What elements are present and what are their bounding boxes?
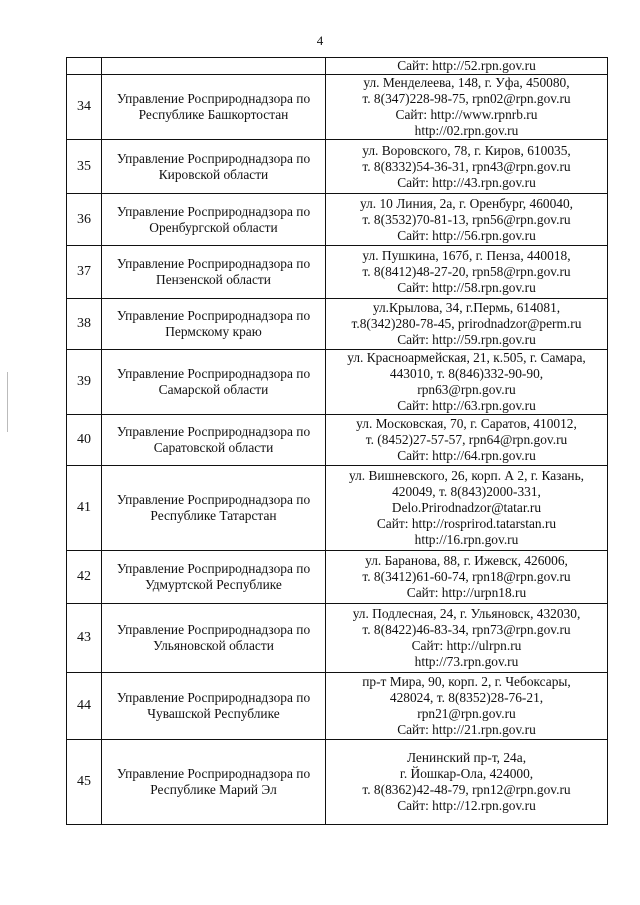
table-row [67,604,608,673]
row-number-cell: 41 [67,466,102,551]
contact-line: 428024, т. 8(8352)28-76-21, [389,690,544,705]
office-contacts-cell [326,75,608,140]
contact-line: ул. Менделеева, 148, г. Уфа, 450080, [363,75,570,90]
row-number-cell: 43 [67,604,102,673]
office-name-cell [102,350,326,415]
row-number-cell: 37 [67,246,102,299]
table-row-continued [67,58,608,75]
office-name-line: Самарской области [158,382,269,397]
office-contacts-cell [326,673,608,740]
office-name-line: Республике Башкортостан [138,107,289,122]
table-row [67,466,608,551]
contact-line: Сайт: http://56.rpn.gov.ru [397,227,536,243]
contact-line: т.8(342)280-78-45, prirodnadzor@perm.ru [351,316,582,331]
contact-line: Сайт: http://21.rpn.gov.ru [397,722,536,737]
contact-line: Сайт: http://58.rpn.gov.ru [397,280,536,295]
office-contacts-cell [326,551,608,604]
office-name-line: Управление Росприроднадзора по [116,91,311,106]
contact-line: Сайт: http://64.rpn.gov.ru [397,448,536,463]
office-contacts-cell [326,194,608,246]
contact-line: ул. Пушкина, 167б, г. Пенза, 440018, [362,248,571,263]
contact-line: т. (8452)27-57-57, rpn64@rpn.gov.ru [365,432,568,447]
office-name-cell [102,246,326,299]
page-number: 4 [316,33,324,48]
office-contacts-cell [326,140,608,194]
office-name-cell [102,604,326,673]
contact-line: г. Йошкар-Ола, 424000, [399,766,534,781]
office-contacts-cell [326,604,608,673]
office-name-cell [102,551,326,604]
office-name-line: Кировской области [158,166,269,182]
office-contacts-cell [326,299,608,350]
row-number-cell: 42 [67,551,102,604]
row-number-cell: 35 [67,140,102,194]
office-name-cell [102,140,326,194]
contact-line: ул. Подлесная, 24, г. Ульяновск, 432030, [352,606,581,621]
office-name-line: Управление Росприроднадзора по [116,690,311,705]
contact-line: Сайт: http://www.rpnrb.ru [395,107,538,122]
contact-line: т. 8(3532)70-81-13, rpn56@rpn.gov.ru [362,211,571,227]
office-name-line: Удмуртской Республике [145,577,282,592]
office-contacts-cell [326,415,608,466]
contact-line: http://02.rpn.gov.ru [414,123,519,138]
table-row [67,299,608,350]
row-number-cell: 44 [67,673,102,740]
office-name-cell [102,415,326,466]
contact-line: т. 8(8412)48-27-20, rpn58@rpn.gov.ru [362,264,571,279]
contact-line: 443010, т. 8(846)332-90-90, [389,366,544,381]
office-name-line: Управление Росприроднадзора по [116,150,311,166]
contact-line: Ленинский пр-т, 24а, [406,750,527,765]
row-number-cell: 34 [67,75,102,140]
office-name-line: Пермскому краю [165,324,262,339]
contact-line: т. 8(8332)54-36-31, rpn43@rpn.gov.ru [362,158,571,174]
office-name-line: Управление Росприроднадзора по [116,622,311,637]
contact-line: т. 8(8362)42-48-79, rpn12@rpn.gov.ru [362,782,571,797]
contact-line: Сайт: http://ulrpn.ru [411,638,522,653]
office-name-cell [102,466,326,551]
office-name-cell [102,740,326,825]
table-row [67,415,608,466]
contact-line: rpn21@rpn.gov.ru [417,706,516,721]
contact-line: ул. 10 Линия, 2а, г. Оренбург, 460040, [359,195,574,211]
office-name-cell [102,299,326,350]
table-row [67,246,608,299]
office-name-cell [102,194,326,246]
office-name-cell [102,673,326,740]
contact-line: Сайт: http://52.rpn.gov.ru [397,58,536,73]
office-name-line: Чувашской Республике [147,706,280,721]
contact-line: ул. Баранова, 88, г. Ижевск, 426006, [365,553,568,568]
offices-table-body [67,58,608,825]
contact-line: Сайт: http://43.rpn.gov.ru [397,174,536,190]
office-name-line: Саратовской области [153,440,274,455]
contact-line: 420049, т. 8(843)2000-331, [392,484,541,499]
contact-line: Сайт: http://59.rpn.gov.ru [397,332,536,347]
contact-line: пр-т Мира, 90, корп. 2, г. Чебоксары, [362,674,571,689]
office-name-line: Управление Росприроднадзора по [116,561,311,576]
office-contacts-cell [326,246,608,299]
row-number-cell: 36 [67,194,102,246]
office-name-line: Пензенской области [156,272,271,287]
contact-line: ул.Крылова, 34, г.Пермь, 614081, [372,300,561,315]
office-name-line: Ульяновской области [153,638,274,653]
office-name-line: Республике Татарстан [150,508,277,523]
office-name-line: Управление Росприроднадзора по [116,424,311,439]
contact-line: т. 8(3412)61-60-74, rpn18@rpn.gov.ru [362,569,571,584]
table-row [67,740,608,825]
office-name-line: Республике Марий Эл [150,782,277,797]
contact-line: т. 8(8422)46-83-34, rpn73@rpn.gov.ru [362,622,571,637]
row-number-cell: 38 [67,299,102,350]
office-name-line: Управление Росприроднадзора по [116,203,311,219]
row-number-cell [67,58,102,75]
contact-line: Сайт: http://rosprirod.tatarstan.ru [376,516,557,531]
contact-line: http://16.rpn.gov.ru [414,532,519,547]
office-name-cell [102,75,326,140]
scan-margin-mark [7,372,8,432]
contact-line: Сайт: http://urpn18.ru [406,585,527,600]
table-row [67,140,608,194]
table-row [67,551,608,604]
contact-line: Сайт: http://63.rpn.gov.ru [397,398,536,413]
office-name-line: Оренбургской области [149,219,278,235]
row-number-cell: 39 [67,350,102,415]
contact-line: ул. Воровского, 78, г. Киров, 610035, [362,142,571,158]
office-name-line: Управление Росприроднадзора по [116,492,311,507]
contact-line: ул. Красноармейская, 21, к.505, г. Самара, [347,350,586,365]
contact-line: ул. Московская, 70, г. Саратов, 410012, [356,416,577,431]
contact-line: rpn63@rpn.gov.ru [417,382,516,397]
table-row [67,350,608,415]
offices-table [66,57,608,825]
office-contacts-cell [326,350,608,415]
contact-line: ул. Вишневского, 26, корп. А 2, г. Казань, [348,468,585,483]
office-contacts-cell [326,58,608,75]
contact-line: Delo.Prirodnadzor@tatar.ru [391,500,542,515]
row-number-cell: 45 [67,740,102,825]
office-name-line: Управление Росприроднадзора по [116,256,311,271]
office-name-line: Управление Росприроднадзора по [116,366,311,381]
contact-line: т. 8(347)228-98-75, rpn02@rpn.gov.ru [362,91,571,106]
row-number-cell: 40 [67,415,102,466]
office-contacts-cell [326,466,608,551]
table-row [67,194,608,246]
office-name-line: Управление Росприроднадзора по [116,766,311,781]
contact-line: http://73.rpn.gov.ru [414,654,519,669]
table-row [67,673,608,740]
office-name-cell [102,58,326,75]
table-row [67,75,608,140]
office-name-line: Управление Росприроднадзора по [116,308,311,323]
office-contacts-cell [326,740,608,825]
contact-line: Сайт: http://12.rpn.gov.ru [397,798,536,813]
